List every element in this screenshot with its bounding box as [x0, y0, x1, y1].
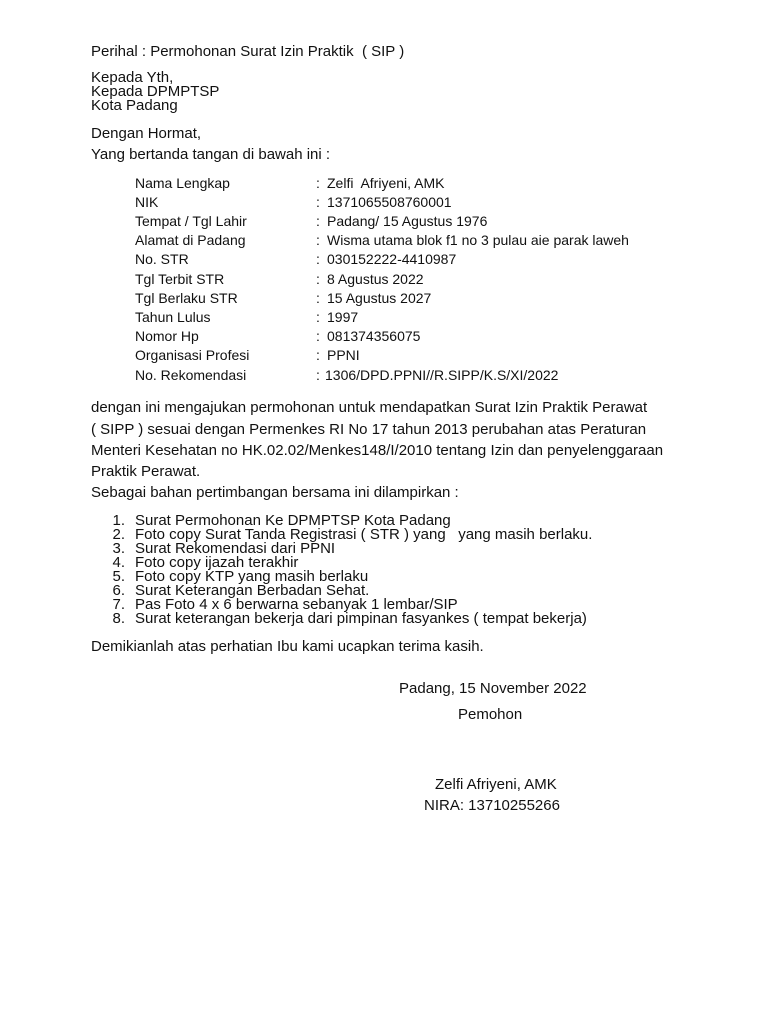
recipient-line: Kepada Yth,	[91, 69, 174, 86]
signer-name: Zelfi Afriyeni, AMK	[435, 776, 557, 793]
field-label: Alamat di Padang	[135, 232, 246, 248]
field-value: PPNI	[327, 347, 360, 363]
field-value: 1997	[327, 309, 359, 325]
field-separator: :	[316, 213, 320, 229]
field-value: 081374356075	[327, 328, 421, 344]
field-label: No. STR	[135, 251, 189, 267]
field-label: Nomor Hp	[135, 328, 199, 344]
field-label: Tahun Lulus	[135, 309, 211, 325]
attachments-intro: Sebagai bahan pertimbangan bersama ini dilampirkan :	[91, 484, 459, 501]
field-separator: :	[316, 290, 320, 306]
list-text: Foto copy Surat Tanda Registrasi ( STR ) yang yang masih berlaku.	[135, 526, 593, 543]
intro-line: Yang bertanda tangan di bawah ini :	[91, 146, 331, 163]
list-item	[0, 610, 768, 627]
list-number: 8.	[112, 610, 125, 627]
list-number: 7.	[112, 596, 125, 613]
field-label: Tgl Terbit STR	[135, 271, 225, 287]
field-label: Tgl Berlaku STR	[135, 290, 238, 306]
field-value: Padang/ 15 Agustus 1976	[327, 213, 488, 229]
applicant-row	[0, 290, 768, 306]
list-number: 1.	[112, 512, 125, 529]
body-line: dengan ini mengajukan permohonan untuk mendapatkan Surat Izin Praktik Perawat	[91, 399, 648, 416]
list-number: 4.	[112, 554, 125, 571]
field-value: 1306/DPD.PPNI//R.SIPP/K.S/XI/2022	[325, 367, 559, 383]
signer-role: Pemohon	[458, 706, 523, 723]
applicant-row	[0, 367, 768, 383]
list-text: Surat keterangan bekerja dari pimpinan fasyankes ( tempat bekerja)	[135, 610, 587, 627]
body-line: Menteri Kesehatan no HK.02.02/Menkes148/I/2010 tentang Izin dan penyelenggaraan	[91, 442, 664, 459]
applicant-row	[0, 309, 768, 325]
applicant-row	[0, 175, 768, 191]
field-separator: :	[316, 367, 320, 383]
place-date: Padang, 15 November 2022	[399, 680, 587, 697]
list-number: 5.	[112, 568, 125, 585]
list-text: Foto copy ijazah terakhir	[135, 554, 299, 571]
field-separator: :	[316, 232, 320, 248]
list-number: 2.	[112, 526, 125, 543]
field-label: Nama Lengkap	[135, 175, 230, 191]
list-text: Surat Permohonan Ke DPMPTSP Kota Padang	[135, 512, 451, 529]
closing-line: Demikianlah atas perhatian Ibu kami ucapkan terima kasih.	[91, 638, 484, 655]
list-text: Surat Rekomendasi dari PPNI	[135, 540, 336, 557]
signer-id: NIRA: 13710255266	[424, 797, 560, 814]
body-line: Praktik Perawat.	[91, 463, 201, 480]
field-label: Organisasi Profesi	[135, 347, 250, 363]
list-text: Foto copy KTP yang masih berlaku	[135, 568, 369, 585]
field-separator: :	[316, 328, 320, 344]
applicant-row	[0, 232, 768, 248]
field-label: Tempat / Tgl Lahir	[135, 213, 247, 229]
field-separator: :	[316, 175, 320, 191]
field-separator: :	[316, 271, 320, 287]
field-separator: :	[316, 347, 320, 363]
applicant-row	[0, 251, 768, 267]
field-label: NIK	[135, 194, 159, 210]
salutation: Dengan Hormat,	[91, 125, 202, 142]
field-separator: :	[316, 251, 320, 267]
subject-line: Perihal : Permohonan Surat Izin Praktik ( SIP )	[91, 43, 405, 60]
field-separator: :	[316, 194, 320, 210]
field-value: 8 Agustus 2022	[327, 271, 424, 287]
body-line: ( SIPP ) sesuai dengan Permenkes RI No 17 tahun 2013 perubahan atas Peraturan	[91, 421, 647, 438]
recipient-line: Kota Padang	[91, 97, 178, 114]
field-label: No. Rekomendasi	[135, 367, 247, 383]
applicant-row	[0, 347, 768, 363]
applicant-row	[0, 271, 768, 287]
recipient-line: Kepada DPMPTSP	[91, 83, 220, 100]
field-value: 1371065508760001	[327, 194, 452, 210]
list-text: Pas Foto 4 x 6 berwarna sebanyak 1 lembar/SIP	[135, 596, 458, 613]
list-text: Surat Keterangan Berbadan Sehat.	[135, 582, 370, 599]
field-value: 030152222-4410987	[327, 251, 457, 267]
applicant-row	[0, 213, 768, 229]
applicant-row	[0, 328, 768, 344]
applicant-row	[0, 194, 768, 210]
field-value: Wisma utama blok f1 no 3 pulau aie parak laweh	[327, 232, 629, 248]
list-number: 6.	[112, 582, 125, 599]
list-number: 3.	[112, 540, 125, 557]
field-value: Zelfi Afriyeni, AMK	[327, 175, 445, 191]
field-value: 15 Agustus 2027	[327, 290, 432, 306]
field-separator: :	[316, 309, 320, 325]
